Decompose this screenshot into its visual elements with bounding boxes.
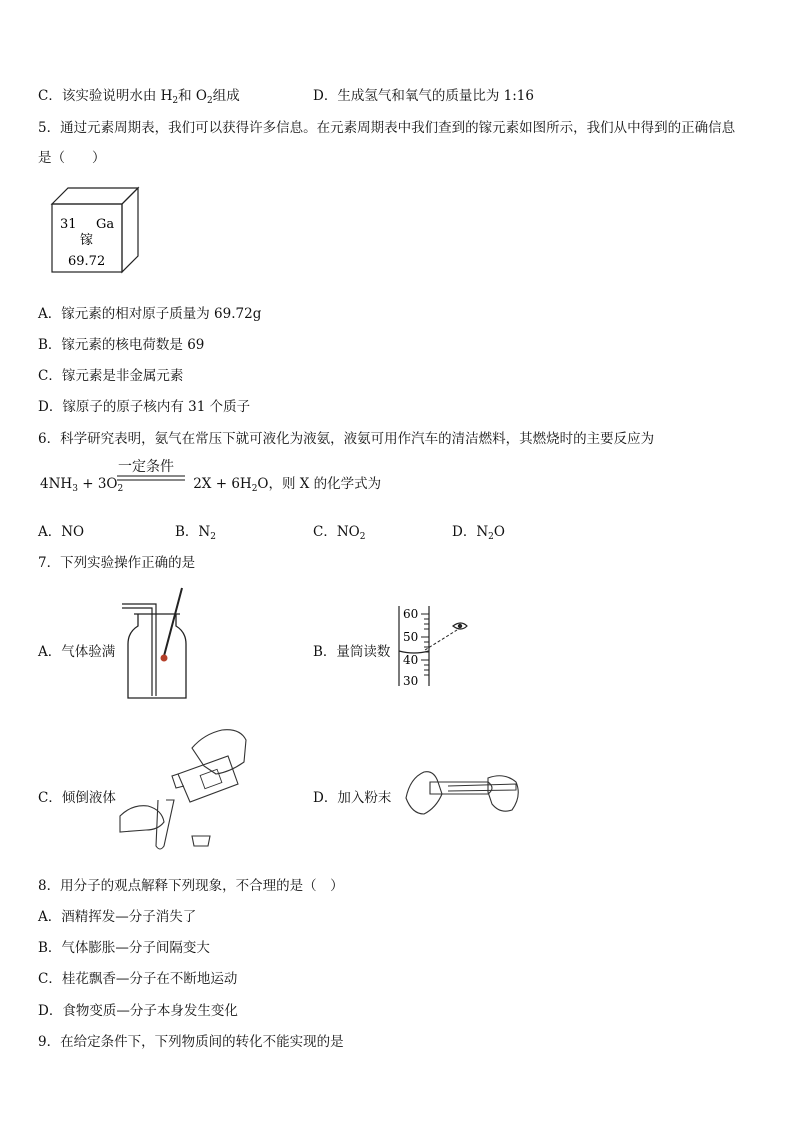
q7-option-c: C．倾倒液体 <box>38 790 116 806</box>
q6-option-d: D．$N_2O$ <box>452 524 505 542</box>
q5-option-d: D．镓原子的原子核内有 31 个质子 <box>38 399 251 415</box>
q7-stem: 7．下列实验操作正确的是 <box>38 555 196 571</box>
q8-option-c: C．桂花飘香—分子在不断地运动 <box>38 971 238 987</box>
equation-equals-sign <box>117 474 187 482</box>
q6-equation-condition: 一定条件 <box>118 459 174 475</box>
pour-liquid-figure <box>118 726 250 854</box>
q8-option-d: D．食物变质—分子本身发生变化 <box>38 1003 238 1019</box>
q4-option-c: C．该实验说明水由 $H_2$和 $O_2$组成 <box>38 88 240 106</box>
q5-option-b: B．镓元素的核电荷数是 69 <box>38 337 205 353</box>
tile-name: 镓 <box>80 233 94 248</box>
q5-option-a: A．镓元素的相对原子质量为 69.72g <box>38 306 262 322</box>
q8-option-b: B．气体膨胀—分子间隔变大 <box>38 940 210 956</box>
q6-option-a: A．NO <box>38 524 85 540</box>
q5-stem-line2: 是（ ） <box>38 150 106 166</box>
q7-option-d: D．加入粉末 <box>313 790 392 806</box>
q9-stem: 9．在给定条件下，下列物质间的转化不能实现的是 <box>38 1034 344 1050</box>
tile-atomic-number: 31 <box>60 217 77 232</box>
q6-stem: 6．科学研究表明，氨气在常压下就可液化为液氨，液氨可用作汽车的清洁燃料，其燃烧时的主要反应为 <box>38 431 655 447</box>
q6-equation: $4NH_3 + 3O_2$ $2X + 6H_2O$，则 X 的化学式为 <box>40 476 382 494</box>
tile-symbol: Ga <box>96 217 115 232</box>
gas-bottle-figure <box>120 586 194 702</box>
q5-stem-line1: 5．通过元素周期表，我们可以获得许多信息。在元素周期表中我们查到的镓元素如图所示，我们从中得到的正确信息 <box>38 120 736 136</box>
q5-option-c: C．镓元素是非金属元素 <box>38 368 184 384</box>
q8-stem: 8．用分子的观点解释下列现象，不合理的是（ ） <box>38 878 344 894</box>
q6-option-c: C．$NO_2$ <box>313 524 366 542</box>
q7-option-a: A．气体验满 <box>38 644 116 660</box>
cylinder-tick-30: 30 <box>403 674 419 688</box>
q8-option-a: A．酒精挥发—分子消失了 <box>38 909 197 925</box>
add-powder-figure <box>404 764 522 820</box>
q6-option-b: B．$N_2$ <box>175 524 216 542</box>
q4-option-d: D．生成氢气和氧气的质量比为 1:16 <box>313 88 534 104</box>
q7-option-b: B．量筒读数 <box>313 644 391 660</box>
gallium-element-tile <box>50 186 142 276</box>
cylinder-tick-60: 60 <box>403 607 419 621</box>
cylinder-tick-40: 40 <box>403 653 419 667</box>
tile-mass: 69.72 <box>68 254 106 269</box>
graduated-cylinder-figure <box>395 604 473 688</box>
cylinder-tick-50: 50 <box>403 630 419 644</box>
